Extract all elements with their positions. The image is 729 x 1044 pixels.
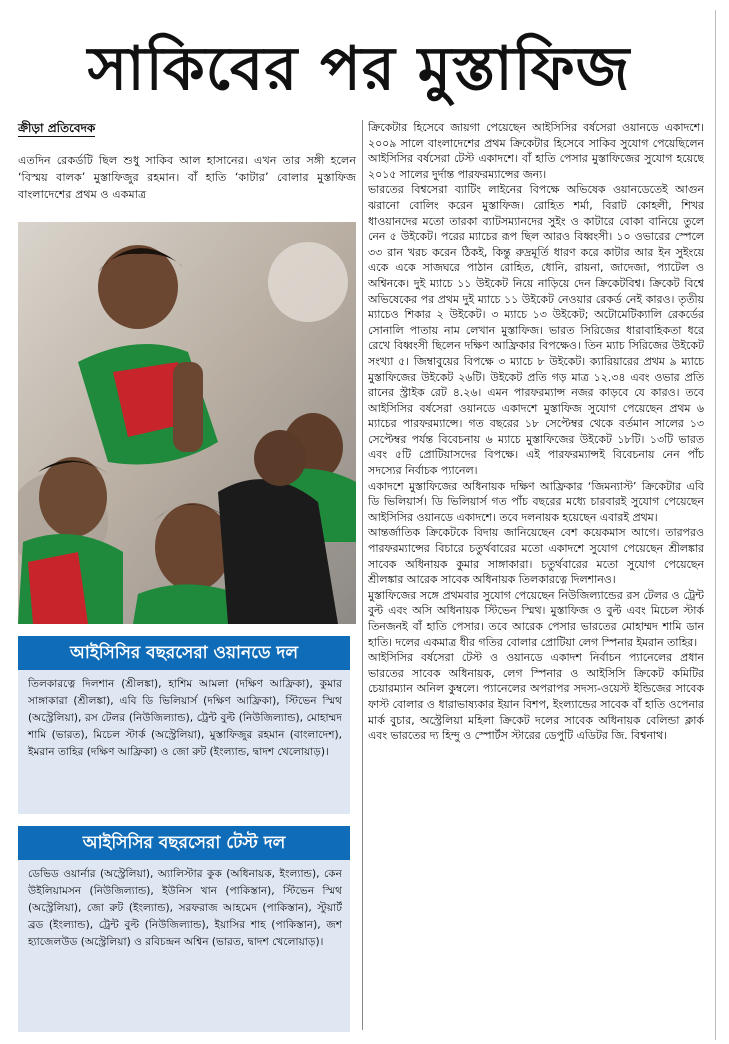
byline (18, 120, 358, 136)
article-body-column (368, 120, 704, 1035)
byline-text: ক্রীড়া প্রতিবেদক (18, 121, 96, 135)
article-paragraph: ক্রিকেটার হিসেবে জায়গা পেয়েছেন আইসিসির বর্ষসেরা ওয়ানডে একাদশে। ২০০৯ সালে বাংলাদেশের প্রথম ক্রিকেটার হিসেবে সাকিব সুযোগ পেয়েছিলেন আইসিসির বর্ষসেরা টেস্ট একাদশে। বাঁ হাতি পেসার মুস্তাফিজের সুযোগ হয়েছে ২০১৫ সালের দুর্দান্ত পারফরম্যান্সের জন্য। (368, 121, 704, 181)
article-paragraph: ভারতের বিশ্বসেরা ব্যাটিং লাইনের বিপক্ষে অভিষেক ওয়ানডেতেই আগুন ঝরানো বোলিং করেন মুস্তাফিজ। রোহিত শর্মা, বিরাট কোহলী, শিখর ধাওয়ানদের মতো তারকা ব্যাটসম্যানদের সুইং ও কাটারে বোকা বানিয়ে তুলে নেন ৫ উইকেট। পরের ম্যাচের রূপ ছিল আরও বিধ্বংসী। ১০ ওভারের স্পেলে ৩৩ রান খরচ করেন ঠিকই, কিন্তু রুদ্রমূর্তি ধারণ করে কাটার আর ইন সুইংয়ে একে একে সাজঘরে পাঠান রোহিত, ধোনি, রায়না, জাদেজা, প্যাটেল ও অশ্বিনকে। দুই ম্যাচে ১১ উইকেট নিয়ে নাড়িয়ে দেন ক্রিকেটবিশ্ব। ক্রিকেট বিশ্বে অভিষেকের পর প্রথম দুই ম্যাচে ১১ উইকেট নেওয়ার রেকর্ড নেই কারও। তৃতীয় ম্যাচেও শিকার ২ উইকেট। ৩ ম্যাচে ১৩ উইকেট; অটোমেটিক্যালি রেকর্ডের সোনালি পাতায় নাম লেখান মুস্তাফিজ। ভারত সিরিজের ধারাবাহিকতা ধরে রেখে বিধ্বংসী ছিলেন দক্ষিণ আফ্রিকার বিপক্ষেও। তিন ম্যাচ সিরিজের উইকেট সংখ্যা ৫। জিম্বাবুয়ের বিপক্ষে ৩ ম্যাচে ৮ উইকেট। ক্যারিয়ারের প্রথম ৯ ম্যাচে মুস্তাফিজের উইকেট ২৬টি। উইকেট প্রতি গড় মাত্র ১২.৩৪ এবং ওভার প্রতি রানের স্ট্রাইক রেট ৪.২৬। এমন পারফরম্যান্স নজর কাড়বে যে কারও। তবে আইসিসির বর্ষসেরা ওয়ানডে একাদশে মুস্তাফিজ সুযোগ পেয়েছেন প্রথম ৬ ম্যাচের পারফরম্যান্সে। গত বছরের ১৮ সেপ্টেম্বর থেকে বর্তমান সালের ১৩ সেপ্টেম্বর পর্যন্ত বিবেচনায় ৬ ম্যাচে মুস্তাফিজের উইকেট ১৮টি। ১৩টি ভারত এবং ৫টি প্রোটিয়াসদের বিপক্ষে। এই পারফরম্যান্সই বিবেচনায় নেন পাঁচ সদস্যের নির্বাচক প্যানেল। (368, 183, 704, 478)
headline: সাকিবের পর মুস্তাফিজ (87, 34, 631, 104)
article-paragraph: একাদশে মুস্তাফিজের অধিনায়ক দক্ষিণ আফ্রিকার ‘জিমন্যাস্ট’ ক্রিকেটার এবি ডি ভিলিয়ার্স। ডি ভিলিয়ার্স গত পাঁচ বছরের মধ্যে চারবারই সুযোগ পেয়েছেন আইসিসির ওয়ানডে একাদশে। তবে দলনায়ক হয়েছেন এবারই প্রথম। (368, 479, 704, 524)
page-edge-rule (715, 10, 716, 1040)
odi-team-title: আইসিসির বছরসেরা ওয়ানডে দল (18, 636, 350, 670)
celebration-photo (18, 222, 356, 624)
article-paragraph: মুস্তাফিজের সঙ্গে প্রথমবার সুযোগ পেয়েছেন নিউজিল্যান্ডের রস টেলর ও ট্রেন্ট বুল্ট এবং অসি অধিনায়ক স্টিভেন স্মিথ। মুস্তাফিজ ও বুল্ট এবং মিচেল স্টার্ক তিনজনই বাঁ হাতি পেসার। তবে আরেক পেসার ভারতের মোহাম্মদ শামি ডান হাতি। দলের একমাত্র ধীর গতির বোলার প্রোটিয়া লেগ স্পিনার ইমরান তাহির। (368, 588, 704, 649)
test-team-box (18, 826, 350, 1032)
article-paragraph: আইসিসির বর্ষসেরা টেস্ট ও ওয়ানডে একাদশ নির্বাচন প্যানেলের প্রধান ভারতের সাবেক অধিনায়ক, লেগ স্পিনার ও আইসিসি ক্রিকেট কমিটির চেয়ারম্যান অনিল কুম্বলে। প্যানেলের অপরাপর সদস্য-ওয়েস্ট ইন্ডিজের সাবেক ফাস্ট বোলার ও ধারাভাষ্যকার ইয়ান বিশপ, ইংল্যান্ডের সাবেক বাঁ হাতি ওপেনার মার্ক বুচার, অস্ট্রেলিয়া মহিলা ক্রিকেট দলের সাবেক অধিনায়ক বেলিন্ডা ক্লার্ক এবং ভারতের দ্য হিন্দু ও স্পোর্টস স্টারের ডেপুটি এডিটর জি. বিশ্বনাথ। (368, 651, 704, 743)
intro-paragraph: এতদিন রেকর্ডটি ছিল শুধু সাকিব আল হাসানের। এখন তার সঙ্গী হলেন ‘বিস্ময় বালক’ মুস্তাফিজুর রহমান। বাঁ হাতি ‘কাটার’ বোলার মুস্তাফিজ বাংলাদেশের প্রথম ও একমাত্র (18, 154, 356, 201)
test-team-title: আইসিসির বছরসেরা টেস্ট দল (18, 826, 350, 860)
test-team-list: ডেভিড ওয়ার্নার (অস্ট্রেলিয়া), অ্যালিস্টার কুক (অধিনায়ক, ইংল্যান্ড), কেন উইলিয়ামসন (নিউজিল্যান্ড), ইউনিস খান (পাকিস্তান), স্টিভেন স্মিথ (অস্ট্রেলিয়া), জো রুট (ইংল্যান্ড), সরফরাজ আহমেদ (পাকিস্তান), স্টুয়ার্ট ব্রড (ইংল্যান্ড), ট্রেন্ট বুল্ট (নিউজিল্যান্ড), ইয়াসির শাহ (পাকিস্তান), জশ হ্যাজেলউড (অস্ট্রেলিয়া) ও রবিচন্দ্রন অশ্বিন (ভারত, দ্বাদশ খেলোয়াড়)। (28, 868, 342, 948)
odi-team-box (18, 636, 350, 814)
odi-team-list: তিলকারত্নে দিলশান (শ্রীলঙ্কা), হাশিম আমলা (দক্ষিণ আফ্রিকা), কুমার সাঙ্গাকারা (শ্রীলঙ্কা), এবি ডি ভিলিয়ার্স (দক্ষিণ আফ্রিকা), স্টিভেন স্মিথ (অস্ট্রেলিয়া), রস টেলর (নিউজিল্যান্ড), ট্রেন্ট বুল্ট (নিউজিল্যান্ড), মোহাম্মদ শামি (ভারত), মিচেল স্টার্ক (অস্ট্রেলিয়া), মুস্তাফিজুর রহমান (বাংলাদেশ), ইমরান তাহির (দক্ষিণ আফ্রিকা) ও জো রুট (ইংল্যান্ড, দ্বাদশ খেলোয়াড়)। (28, 678, 342, 758)
article-paragraph: আন্তর্জাতিক ক্রিকেটকে বিদায় জানিয়েছেন বেশ কয়েকমাস আগে। তারপরও পারফরম্যান্সের বিচারে চতুর্থবারের মতো একাদশে সুযোগ পেয়েছেন শ্রীলঙ্কার সাবেক অধিনায়ক কুমার সাঙ্গাকারা। চতুর্থবারের মতো সুযোগ পেয়েছেন শ্রীলঙ্কার আরেক সাবেক অধিনায়ক তিলকারত্নে দিলশানও। (368, 526, 704, 587)
photo-illustration (18, 222, 356, 624)
column-divider (362, 120, 363, 1030)
